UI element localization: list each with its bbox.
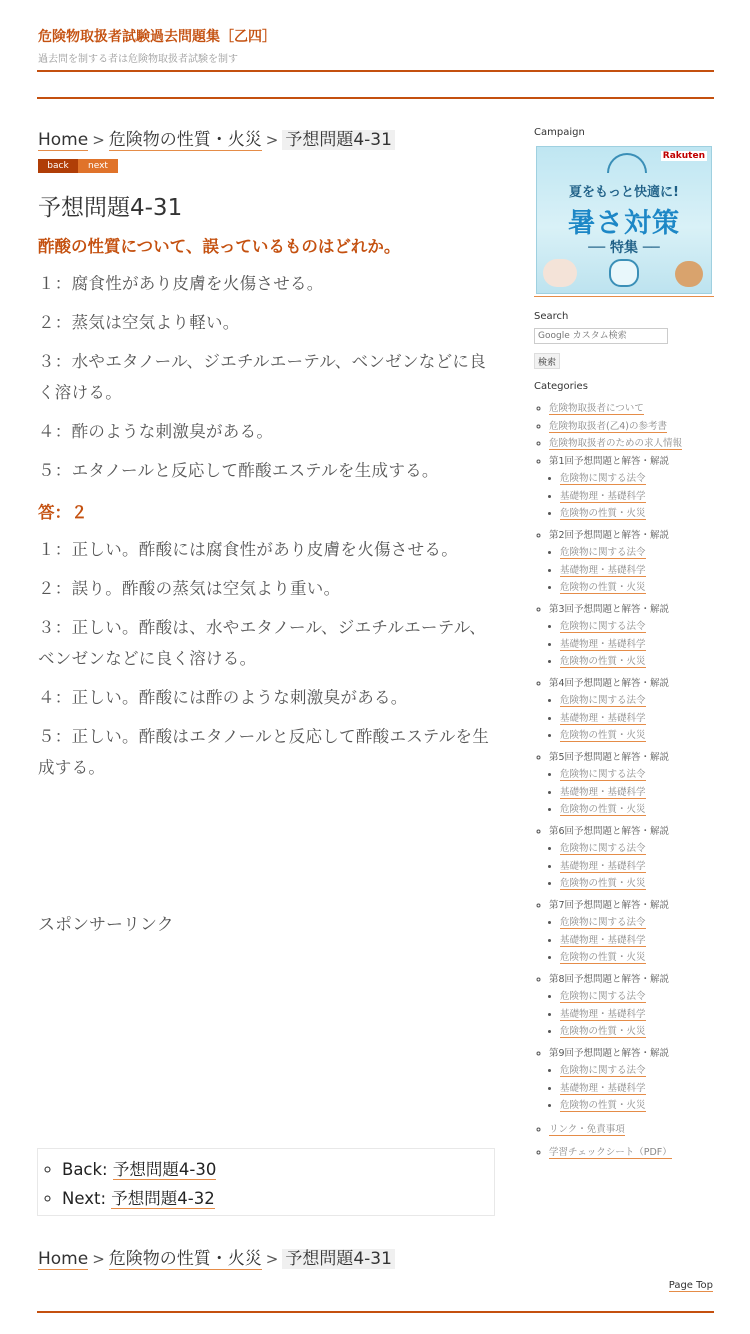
category-subitems — [549, 470, 714, 523]
category-subitem — [560, 1080, 714, 1098]
category-subitem — [560, 505, 714, 523]
categories-list — [534, 400, 714, 1162]
category-subitem — [560, 710, 714, 728]
breadcrumb-category-link[interactable]: 危険物の性質・火災 — [108, 130, 262, 150]
choice-item: ４：酢のような刺激臭がある。 — [38, 422, 274, 441]
pager — [38, 159, 498, 173]
category-sublink[interactable]: 危険物の性質・火災 — [560, 1100, 646, 1111]
explanation-item: ３：正しい。酢酸は、水やエタノール、ジエチルエーテル、ベンゼンなどに良く溶ける。 — [38, 618, 486, 668]
category-item — [549, 1121, 714, 1139]
category-subitem — [560, 692, 714, 710]
category-subitems — [549, 914, 714, 967]
category-subitem — [560, 766, 714, 784]
category-subitem — [560, 1097, 714, 1115]
banner-line1: 夏をもっと快適に! — [569, 185, 679, 200]
page-top-link[interactable]: Page Top — [668, 1280, 713, 1291]
breadcrumb-separator: > — [92, 1250, 105, 1268]
bear-illustration-icon — [609, 259, 639, 287]
categories-title: Categories — [534, 381, 588, 392]
search-button[interactable]: 検索 — [534, 353, 560, 369]
category-item — [549, 435, 714, 453]
category-subitem — [560, 932, 714, 950]
category-link[interactable]: リンク・免責事項 — [549, 1123, 625, 1135]
category-link[interactable]: 危険物取扱者(乙4)の参考書 — [549, 420, 667, 432]
category-item — [549, 1144, 714, 1162]
category-sublink[interactable]: 危険物に関する法令 — [560, 769, 646, 780]
main-content — [38, 127, 498, 783]
choice-item: ３：水やエタノール、ジエチルエーテル、ベンゼンなどに良く溶ける。 — [38, 352, 486, 402]
categories-widget — [534, 381, 714, 1162]
category-group-label: 第2回予想問題と解答・解説 — [549, 529, 670, 541]
choice-item: ２：蒸気は空気より軽い。 — [38, 313, 240, 332]
next-post-item — [62, 1184, 494, 1213]
category-subitem — [560, 1023, 714, 1041]
back-button[interactable]: back — [38, 159, 78, 173]
category-subitems — [549, 544, 714, 597]
category-sublink[interactable]: 危険物の性質・火災 — [560, 878, 646, 889]
nav-divider — [37, 97, 714, 99]
banner-line3: ── 特集 ── — [588, 240, 660, 256]
breadcrumb-category-link[interactable]: 危険物の性質・火災 — [108, 1249, 262, 1269]
category-subitems — [549, 766, 714, 819]
category-sublink[interactable]: 基礎物理・基礎科学 — [560, 860, 646, 872]
site-title[interactable]: 危険物取扱者試験過去問題集［乙四］ — [38, 29, 276, 45]
breadcrumb-separator: > — [265, 131, 279, 149]
category-subitem — [560, 840, 714, 858]
category-subitem — [560, 1006, 714, 1024]
category-group — [549, 453, 714, 523]
category-sublink[interactable]: 危険物に関する法令 — [560, 1065, 646, 1076]
category-group — [549, 601, 714, 671]
category-link[interactable]: 危険物取扱者のための求人情報 — [549, 438, 683, 449]
category-sublink[interactable]: 基礎物理・基礎科学 — [560, 712, 646, 724]
search-input[interactable] — [534, 328, 668, 344]
category-sublink[interactable]: 危険物の性質・火災 — [560, 582, 646, 593]
breadcrumb-separator: > — [92, 131, 105, 149]
category-link[interactable]: 学習チェックシート（PDF） — [549, 1147, 672, 1158]
category-sublink[interactable]: 危険物の性質・火災 — [560, 952, 646, 963]
category-group-label: 第8回予想問題と解答・解説 — [549, 973, 670, 985]
category-subitem — [560, 636, 714, 654]
breadcrumb-bottom — [38, 1246, 395, 1272]
category-group-label: 第6回予想問題と解答・解説 — [549, 825, 670, 837]
category-subitem — [560, 488, 714, 506]
category-sublink[interactable]: 基礎物理・基礎科学 — [560, 786, 646, 798]
category-sublink[interactable]: 基礎物理・基礎科学 — [560, 1082, 646, 1094]
category-sublink[interactable]: 基礎物理・基礎科学 — [560, 1008, 646, 1020]
category-subitems — [549, 618, 714, 671]
post-navigation — [37, 1148, 495, 1216]
category-sublink[interactable]: 基礎物理・基礎科学 — [560, 490, 646, 502]
category-group-label: 第9回予想問題と解答・解説 — [549, 1047, 670, 1059]
category-sublink[interactable]: 危険物に関する法令 — [560, 547, 646, 558]
breadcrumb-home-link[interactable]: Home — [38, 1249, 89, 1269]
category-sublink[interactable]: 危険物の性質・火災 — [560, 656, 646, 667]
category-subitem — [560, 875, 714, 893]
prev-post-link[interactable]: 予想問題4-30 — [112, 1160, 217, 1179]
category-sublink[interactable]: 基礎物理・基礎科学 — [560, 934, 646, 946]
category-sublink[interactable]: 危険物の性質・火災 — [560, 1026, 646, 1037]
breadcrumb — [38, 127, 498, 153]
search-title: Search — [534, 311, 569, 322]
campaign-title: Campaign — [534, 127, 585, 138]
category-subitem — [560, 653, 714, 671]
category-sublink[interactable]: 基礎物理・基礎科学 — [560, 564, 646, 576]
category-subitem — [560, 470, 714, 488]
prev-post-prefix: Back: — [62, 1160, 113, 1179]
campaign-widget — [534, 144, 714, 297]
category-subitem — [560, 988, 714, 1006]
category-item — [549, 400, 714, 418]
category-group-label: 第4回予想問題と解答・解説 — [549, 677, 670, 689]
category-sublink[interactable]: 危険物に関する法令 — [560, 843, 646, 854]
category-subitem — [560, 858, 714, 876]
dog-illustration-icon — [675, 261, 703, 287]
next-post-link[interactable]: 予想問題4-32 — [111, 1189, 215, 1208]
category-sublink[interactable]: 基礎物理・基礎科学 — [560, 638, 646, 650]
category-subitem — [560, 562, 714, 580]
category-subitem — [560, 544, 714, 562]
category-sublink[interactable]: 危険物に関する法令 — [560, 621, 646, 632]
breadcrumb-current: 予想問題4-31 — [282, 1249, 395, 1269]
category-group — [549, 749, 714, 819]
choice-item: １：腐食性があり皮膚を火傷させる。 — [38, 274, 324, 293]
category-subitems — [549, 1062, 714, 1115]
campaign-banner[interactable] — [536, 146, 712, 294]
category-group — [549, 527, 714, 597]
site-description: 過去問を制する者は危険物取扱者試験を制す — [38, 54, 238, 65]
category-group-label: 第3回予想問題と解答・解説 — [549, 603, 670, 615]
category-subitem — [560, 949, 714, 967]
search-widget — [534, 311, 714, 369]
explanation-item: １：正しい。酢酸には腐食性があり皮膚を火傷させる。 — [38, 540, 458, 559]
post-title: 予想問題4-31 — [38, 195, 183, 221]
category-subitem — [560, 618, 714, 636]
category-subitem — [560, 914, 714, 932]
sidebar — [534, 127, 714, 1162]
category-subitems — [549, 692, 714, 745]
category-group-label: 第1回予想問題と解答・解説 — [549, 455, 670, 467]
category-group-label: 第5回予想問題と解答・解説 — [549, 751, 670, 763]
category-sublink[interactable]: 危険物に関する法令 — [560, 991, 646, 1002]
breadcrumb-current: 予想問題4-31 — [282, 130, 395, 150]
prev-post-item — [62, 1155, 494, 1184]
category-group — [549, 675, 714, 745]
banner-line2: 暑さ対策 — [568, 208, 680, 239]
category-subitem — [560, 1062, 714, 1080]
category-group — [549, 897, 714, 967]
breadcrumb-home-link[interactable]: Home — [38, 130, 89, 150]
category-sublink[interactable]: 危険物の性質・火災 — [560, 804, 646, 815]
category-subitem — [560, 784, 714, 802]
header-divider — [37, 70, 714, 72]
explanation-item: ４：正しい。酢酸には酢のような刺激臭がある。 — [38, 688, 408, 707]
explanation-item: ５：正しい。酢酸はエタノールと反応して酢酸エステルを生成する。 — [38, 727, 490, 777]
category-sublink[interactable]: 危険物に関する法令 — [560, 917, 646, 928]
person-illustration-icon — [543, 259, 577, 287]
category-item — [549, 418, 714, 436]
next-button[interactable]: next — [78, 159, 118, 173]
category-sublink[interactable]: 危険物に関する法令 — [560, 695, 646, 706]
category-link[interactable]: 危険物取扱者について — [549, 403, 644, 414]
answer-text: 答：２ — [38, 503, 88, 522]
category-group — [549, 1045, 714, 1115]
category-group — [549, 971, 714, 1041]
category-group — [549, 823, 714, 893]
choice-item: ５：エタノールと反応して酢酸エステルを生成する。 — [38, 461, 439, 480]
category-sublink[interactable]: 危険物の性質・火災 — [560, 730, 646, 741]
question-text: 酢酸の性質について、誤っているものはどれか。 — [38, 237, 401, 256]
category-subitems — [549, 840, 714, 893]
category-sublink[interactable]: 危険物に関する法令 — [560, 473, 646, 484]
category-sublink[interactable]: 危険物の性質・火災 — [560, 508, 646, 519]
category-subitems — [549, 988, 714, 1041]
explanation-item: ２：誤り。酢酸の蒸気は空気より重い。 — [38, 579, 341, 598]
footer-divider — [37, 1311, 714, 1313]
breadcrumb-separator: > — [265, 1250, 279, 1268]
category-subitem — [560, 801, 714, 819]
sun-icon — [607, 153, 647, 173]
category-subitem — [560, 727, 714, 745]
sponsor-label: スポンサーリンク — [38, 915, 174, 935]
category-subitem — [560, 579, 714, 597]
next-post-prefix: Next: — [62, 1189, 112, 1208]
category-group-label: 第7回予想問題と解答・解説 — [549, 899, 670, 911]
banner-brand: Rakuten — [662, 151, 705, 161]
